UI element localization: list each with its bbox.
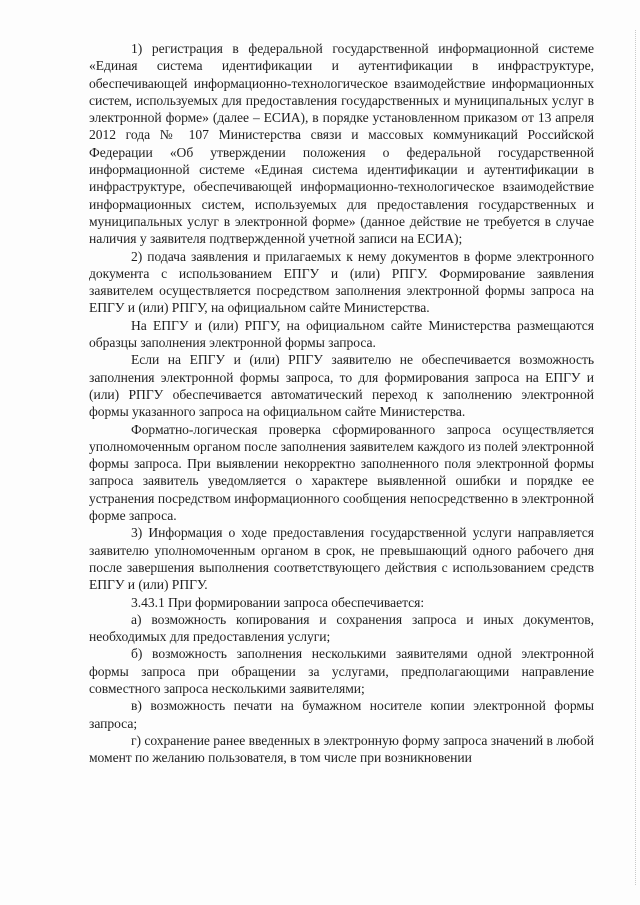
paragraph-section-3-43-1: 3.43.1 При формировании запроса обеспечивается:: [131, 594, 425, 610]
document-body: [89, 40, 594, 766]
paragraph-format-check: Форматно-логическая проверка сформированного запроса осуществляется уполномоченным органом после заполнения заявителем каждого из полей электронной формы запроса. При выявлении некорректно заполненного поля электронной формы запроса заявитель уведомляется о характере выявленной ошибки и порядке ее устранения посредством информационного сообщения непосредственно в электронной форме запроса.: [89, 421, 594, 524]
paragraph-item-b: б) возможность заполнения несколькими заявителями одной электронной формы запроса при обращении за услугами, предполагающими направление совместного запроса несколькими заявителями;: [89, 646, 594, 696]
paragraph-progress-info: 3) Информация о ходе предоставления государственной услуги направляется заявителю уполномоченным органом в срок, не превышающий одного рабочего дня после завершения выполнения соответствующего действия с использованием средств ЕПГУ и (или) РПГУ.: [89, 525, 594, 593]
paragraph-auto-redirect: Если на ЕПГУ и (или) РПГУ заявителю не обеспечивается возможность заполнения электронной формы запроса, то для формирования запроса на ЕПГУ и (или) РПГУ обеспечивается автоматический переход к заполнению электронной формы указанного запроса на официальном сайте Министерства.: [89, 352, 594, 420]
paragraph-item-g: г) сохранение ранее введенных в электронную форму запроса значений в любой момент по желанию пользователя, в том числе при возникновении: [89, 732, 594, 766]
scan-edge-marks: [629, 30, 636, 885]
paragraph-application-submission: 2) подача заявления и прилагаемых к нему документов в форме электронного документа с использованием ЕПГУ и (или) РПГУ. Формирование заявления заявителем осуществляется посредством заполнения электронной формы запроса на ЕПГУ и (или) РПГУ, на официальном сайте Министерства.: [89, 248, 594, 316]
paragraph-registration-esia: 1) регистрация в федеральной государственной информационной системе «Единая система идентификации и аутентификации в инфраструктуре, обеспечивающей информационно-технологическое взаимодействие информационных систем, используемых для предоставления государственных и муниципальных услуг в электронной форме» (далее – ЕСИА), в порядке установленном приказом от 13 апреля 2012 года № 107 Министерства связи и массовых коммуникаций Российской Федерации «Об утверждении положения о федеральной государственной информационной системе «Единая система идентификации и аутентификации в инфраструктуре, обеспечивающей информационно-технологическое взаимодействие информационных систем, используемых для предоставления государственных и муниципальных услуг в электронной форме» (данное действие не требуется в случае наличия у заявителя подтвержденной учетной записи на ЕСИА);: [89, 41, 594, 247]
paragraph-item-v: в) возможность печати на бумажном носителе копии электронной формы запроса;: [89, 698, 594, 731]
paragraph-form-samples: На ЕПГУ и (или) РПГУ, на официальном сайте Министерства размещаются образцы заполнения электронной формы запроса.: [89, 317, 594, 351]
paragraph-item-a: а) возможность копирования и сохранения запроса и иных документов, необходимых для предоставления услуги;: [89, 611, 594, 645]
